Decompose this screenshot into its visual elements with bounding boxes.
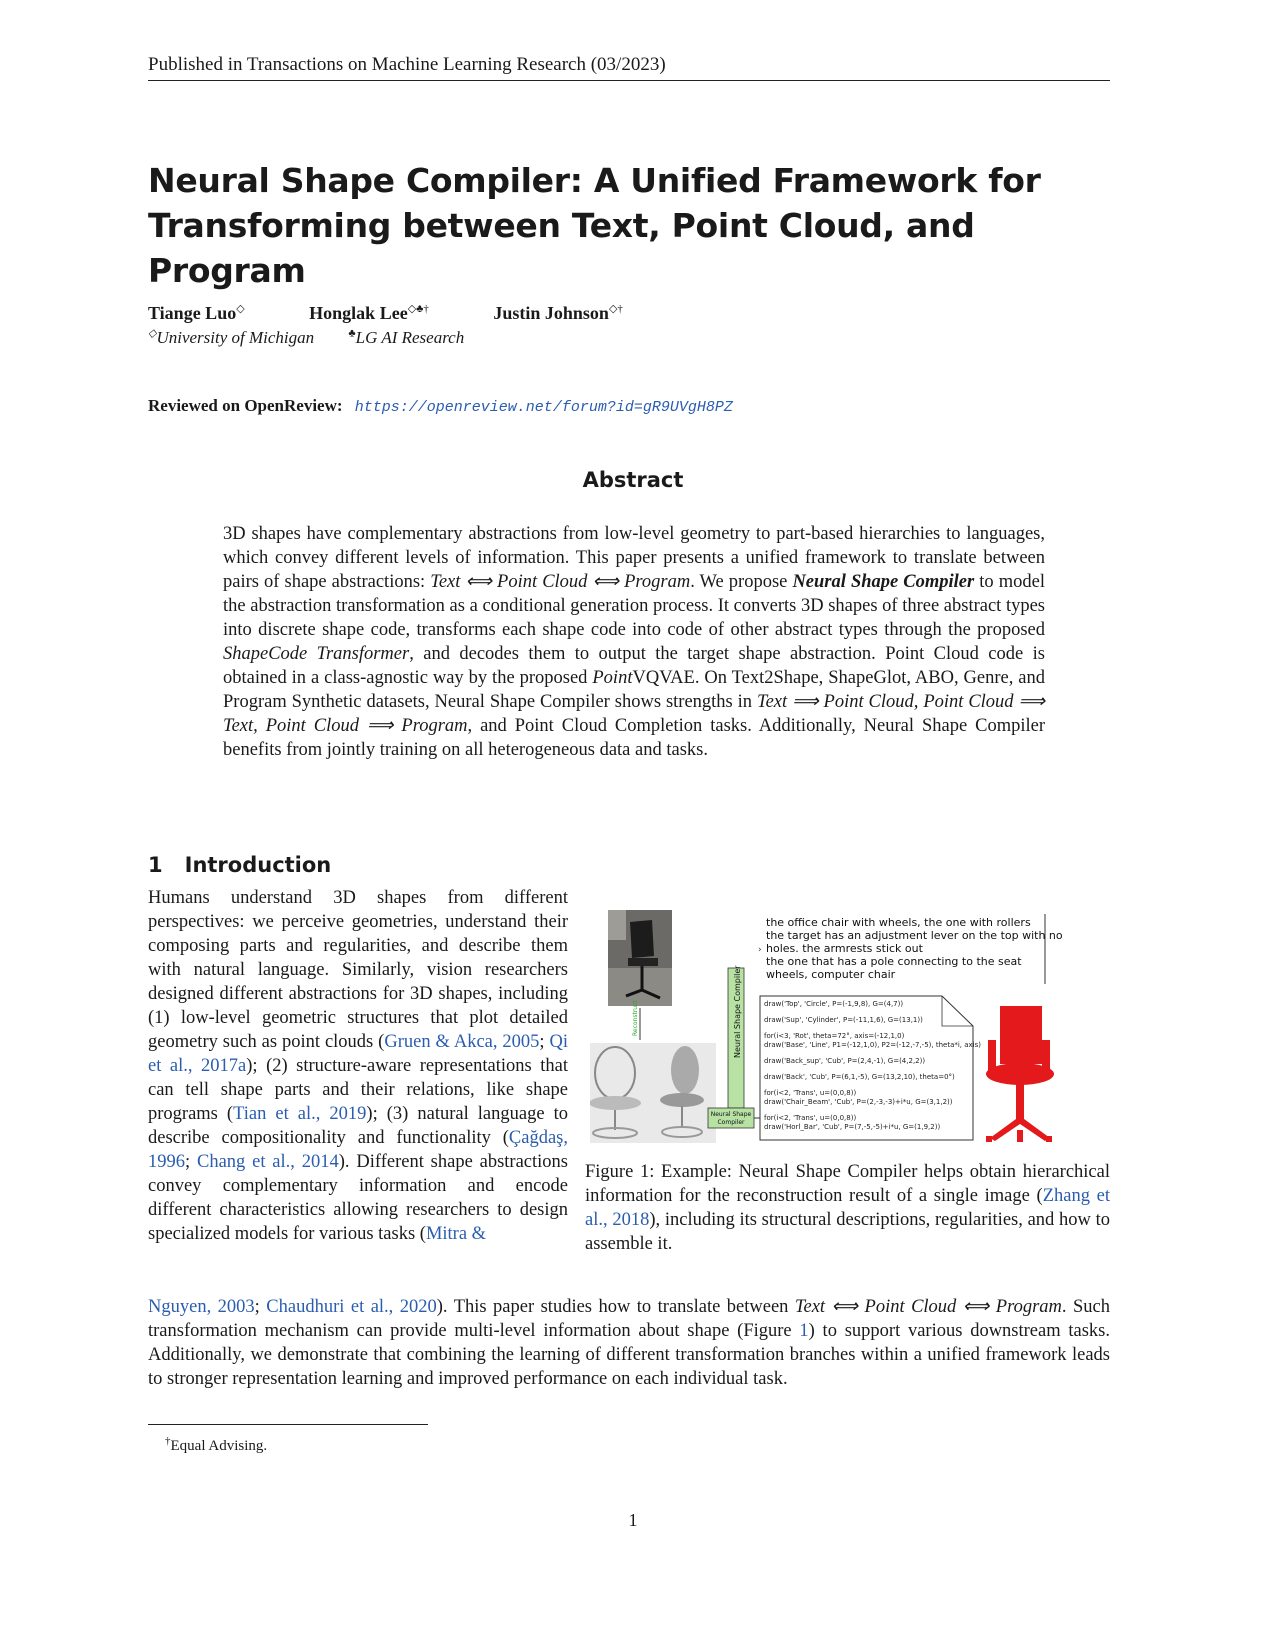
header-rule [148,80,1110,81]
svg-text:draw('Horl_Bar', 'Cub', P=(7,-: draw('Horl_Bar', 'Cub', P=(7,-5,-5)+i*u, G=(1,9,2)) [764,1123,941,1131]
figure-1 [590,908,1110,1153]
abstract-heading: Abstract [582,468,684,492]
svg-text:draw('Chair_Beam', 'Cub', P=(2: draw('Chair_Beam', 'Cub', P=(2,-3,-3)+i*u, G=(3,1,2)) [764,1098,953,1106]
figure-1-graphic [590,908,1110,1153]
program-code-box [760,996,981,1140]
running-header: Published in Transactions on Machine Learning Research (03/2023) [148,54,666,75]
abstract-body: 3D shapes have complementary abstractions from low-level geometry to part-based hierarchies to languages, which convey different levels of information. This paper presents a unified framework to translate between pairs of shape abstractions: Text ⟺ Point Cloud ⟺ Program. We propose Neural Shape Compiler to model the abstraction transformation as a conditional generation process. It converts 3D shapes of three abstract types into discrete shape code, transforms each shape code into code of other abstract types through the proposed ShapeCode Transformer, and decodes them to output the target shape abstraction. Point Cloud code is obtained in a class-agnostic way by the proposed PointVQVAE. On Text2Shape, ShapeGlot, ABO, Genre, and Program Synthetic datasets, Neural Shape Compiler shows strengths in Text ⟹ Point Cloud, Point Cloud ⟹ Text, Point Cloud ⟹ Program, and Point Cloud Completion tasks. Additionally, Neural Shape Compiler benefits from jointly training on all heterogeneous data and tasks. [223,524,1045,760]
svg-text:for(i<3, 'Rot', theta=72°, axi: for(i<3, 'Rot', theta=72°, axis=(-12,1,0) [764,1032,905,1040]
input-photo [608,910,672,1006]
figure-ref[interactable]: 1 [799,1321,809,1341]
citation-cagdas[interactable]: Çağdaş, 1996 [148,1128,568,1172]
intro-column-text: Humans understand 3D shapes from different perspectives: we perceive geometries, understand their composing parts and regularities, and describe them with natural language. Similarly, vision researchers designed different abstractions for 3D shapes, including (1) low-level geometric structures that plot detailed geometry such as point clouds (Gruen & Akca, 2005; Qi et al., 2017a); (2) structure-aware representations that can tell shape parts and their relations, like shape programs (Tian et al., 2019); (3) natural language to describe compositionality and functionality (Çağdaş, 1996; Chang et al., 2014). Different shape abstractions convey complementary information and encode different characteristics allowing researchers to design specialized models for various tasks (Mitra & [148,888,568,1244]
citation-chang[interactable]: Chang et al., 2014 [196,1152,339,1172]
openreview-link[interactable]: https://openreview.net/forum?id=gR9UVgH8PZ [354,399,733,416]
paper-title: Neural Shape Compiler: A Unified Framework for Transforming between Text, Point Cloud, and Program [148,161,1041,290]
reconstructed-pointcloud [590,1043,716,1143]
svg-text:holes. the armrests stick out: holes. the armrests stick out [766,942,923,955]
compiler-vertical-label: Neural Shape Compiler [733,965,742,1058]
review-line [148,396,733,416]
reviewed-label: Reviewed on OpenReview: [148,396,343,415]
footnote: †Equal Advising. [165,1435,268,1454]
author-2: Honglak Lee◇♣† [309,303,429,323]
svg-text:for(i<2, 'Trans', u=(0,0,8)): for(i<2, 'Trans', u=(0,0,8)) [764,1089,857,1097]
citation-mitra-cont[interactable]: Nguyen, 2003 [148,1297,255,1317]
intro-full-width-text: Nguyen, 2003; Chaudhuri et al., 2020). This paper studies how to translate between Text ⟺ Point Cloud ⟺ Program. Such transformation mechanism can provide multi-level information about shape (Figure 1) to support various downstream tasks. Additionally, we demonstrate that combining the learning of different transformation branches within a unified framework leads to stronger representation learning and improved performance on each individual task. [148,1297,1111,1389]
citation-chaudhuri[interactable]: Chaudhuri et al., 2020 [266,1297,437,1317]
voxel-chair [986,1006,1054,1142]
svg-text:draw('Back_sup', 'Cub', P=(2,4: draw('Back_sup', 'Cub', P=(2,4,-1), G=(4,2,2)) [764,1057,926,1065]
page-number: 1 [628,1510,638,1530]
svg-text:draw('Top', 'Circle', P=(-1,9,: draw('Top', 'Circle', P=(-1,9,8), G=(4,7)) [764,1000,904,1008]
author-1: Tiange Luo◇ [148,303,245,323]
author-3: Justin Johnson◇† [493,303,623,323]
citation-zhang[interactable]: Zhang et al., 2018 [585,1186,1110,1230]
svg-text:Neural Shape: Neural Shape [710,1111,752,1118]
text-description [758,914,1063,984]
citation-mitra[interactable]: Mitra & [425,1224,487,1244]
author-list [148,302,683,324]
svg-text:draw('Sup', 'Cylinder', P=(-11: draw('Sup', 'Cylinder', P=(-11,1,6), G=(13,1)) [764,1016,923,1024]
svg-text:the target has an adjustment l: the target has an adjustment lever on the top with no [766,929,1063,942]
figure-1-caption: Figure 1: Example: Neural Shape Compiler helps obtain hierarchical information for the reconstruction result of a single image (Zhang et al., 2018), including its structural descriptions, regularities, and how to assemble it. [585,1162,1110,1254]
section-heading-introduction: 1 Introduction [148,853,332,877]
footnote-rule [148,1424,428,1425]
citation-gruen[interactable]: Gruen & Akca, 2005 [384,1032,540,1052]
svg-text:Compiler: Compiler [717,1119,745,1126]
svg-text:›: › [758,945,762,955]
svg-text:wheels, computer chair: wheels, computer chair [766,968,896,981]
svg-text:the one that has a pole connec: the one that has a pole connecting to the seat [766,955,1022,968]
citation-tian[interactable]: Tian et al., 2019 [233,1104,367,1124]
affiliation-2: ♣LG AI Research [348,327,465,347]
svg-text:for(i<2, 'Trans', u=(0,0,8)): for(i<2, 'Trans', u=(0,0,8)) [764,1114,857,1122]
svg-text:the office chair with wheels,: the office chair with wheels, the one with rollers [766,916,1031,929]
affiliations [148,326,494,348]
reconstruct-label: Reconstruct [632,1000,639,1036]
svg-text:draw('Base', 'Line', P1=(-12,1: draw('Base', 'Line', P1=(-12,1,0), P2=(-12,-7,-5), theta*i, axis) [764,1041,982,1049]
affiliation-1: ◇University of Michigan [148,327,315,347]
citation-qi[interactable]: Qi et al., 2017a [148,1032,568,1076]
svg-text:draw('Back', 'Cub', P=(6,1,-5): draw('Back', 'Cub', P=(6,1,-5), G=(13,2,10), theta=0°) [764,1073,955,1081]
